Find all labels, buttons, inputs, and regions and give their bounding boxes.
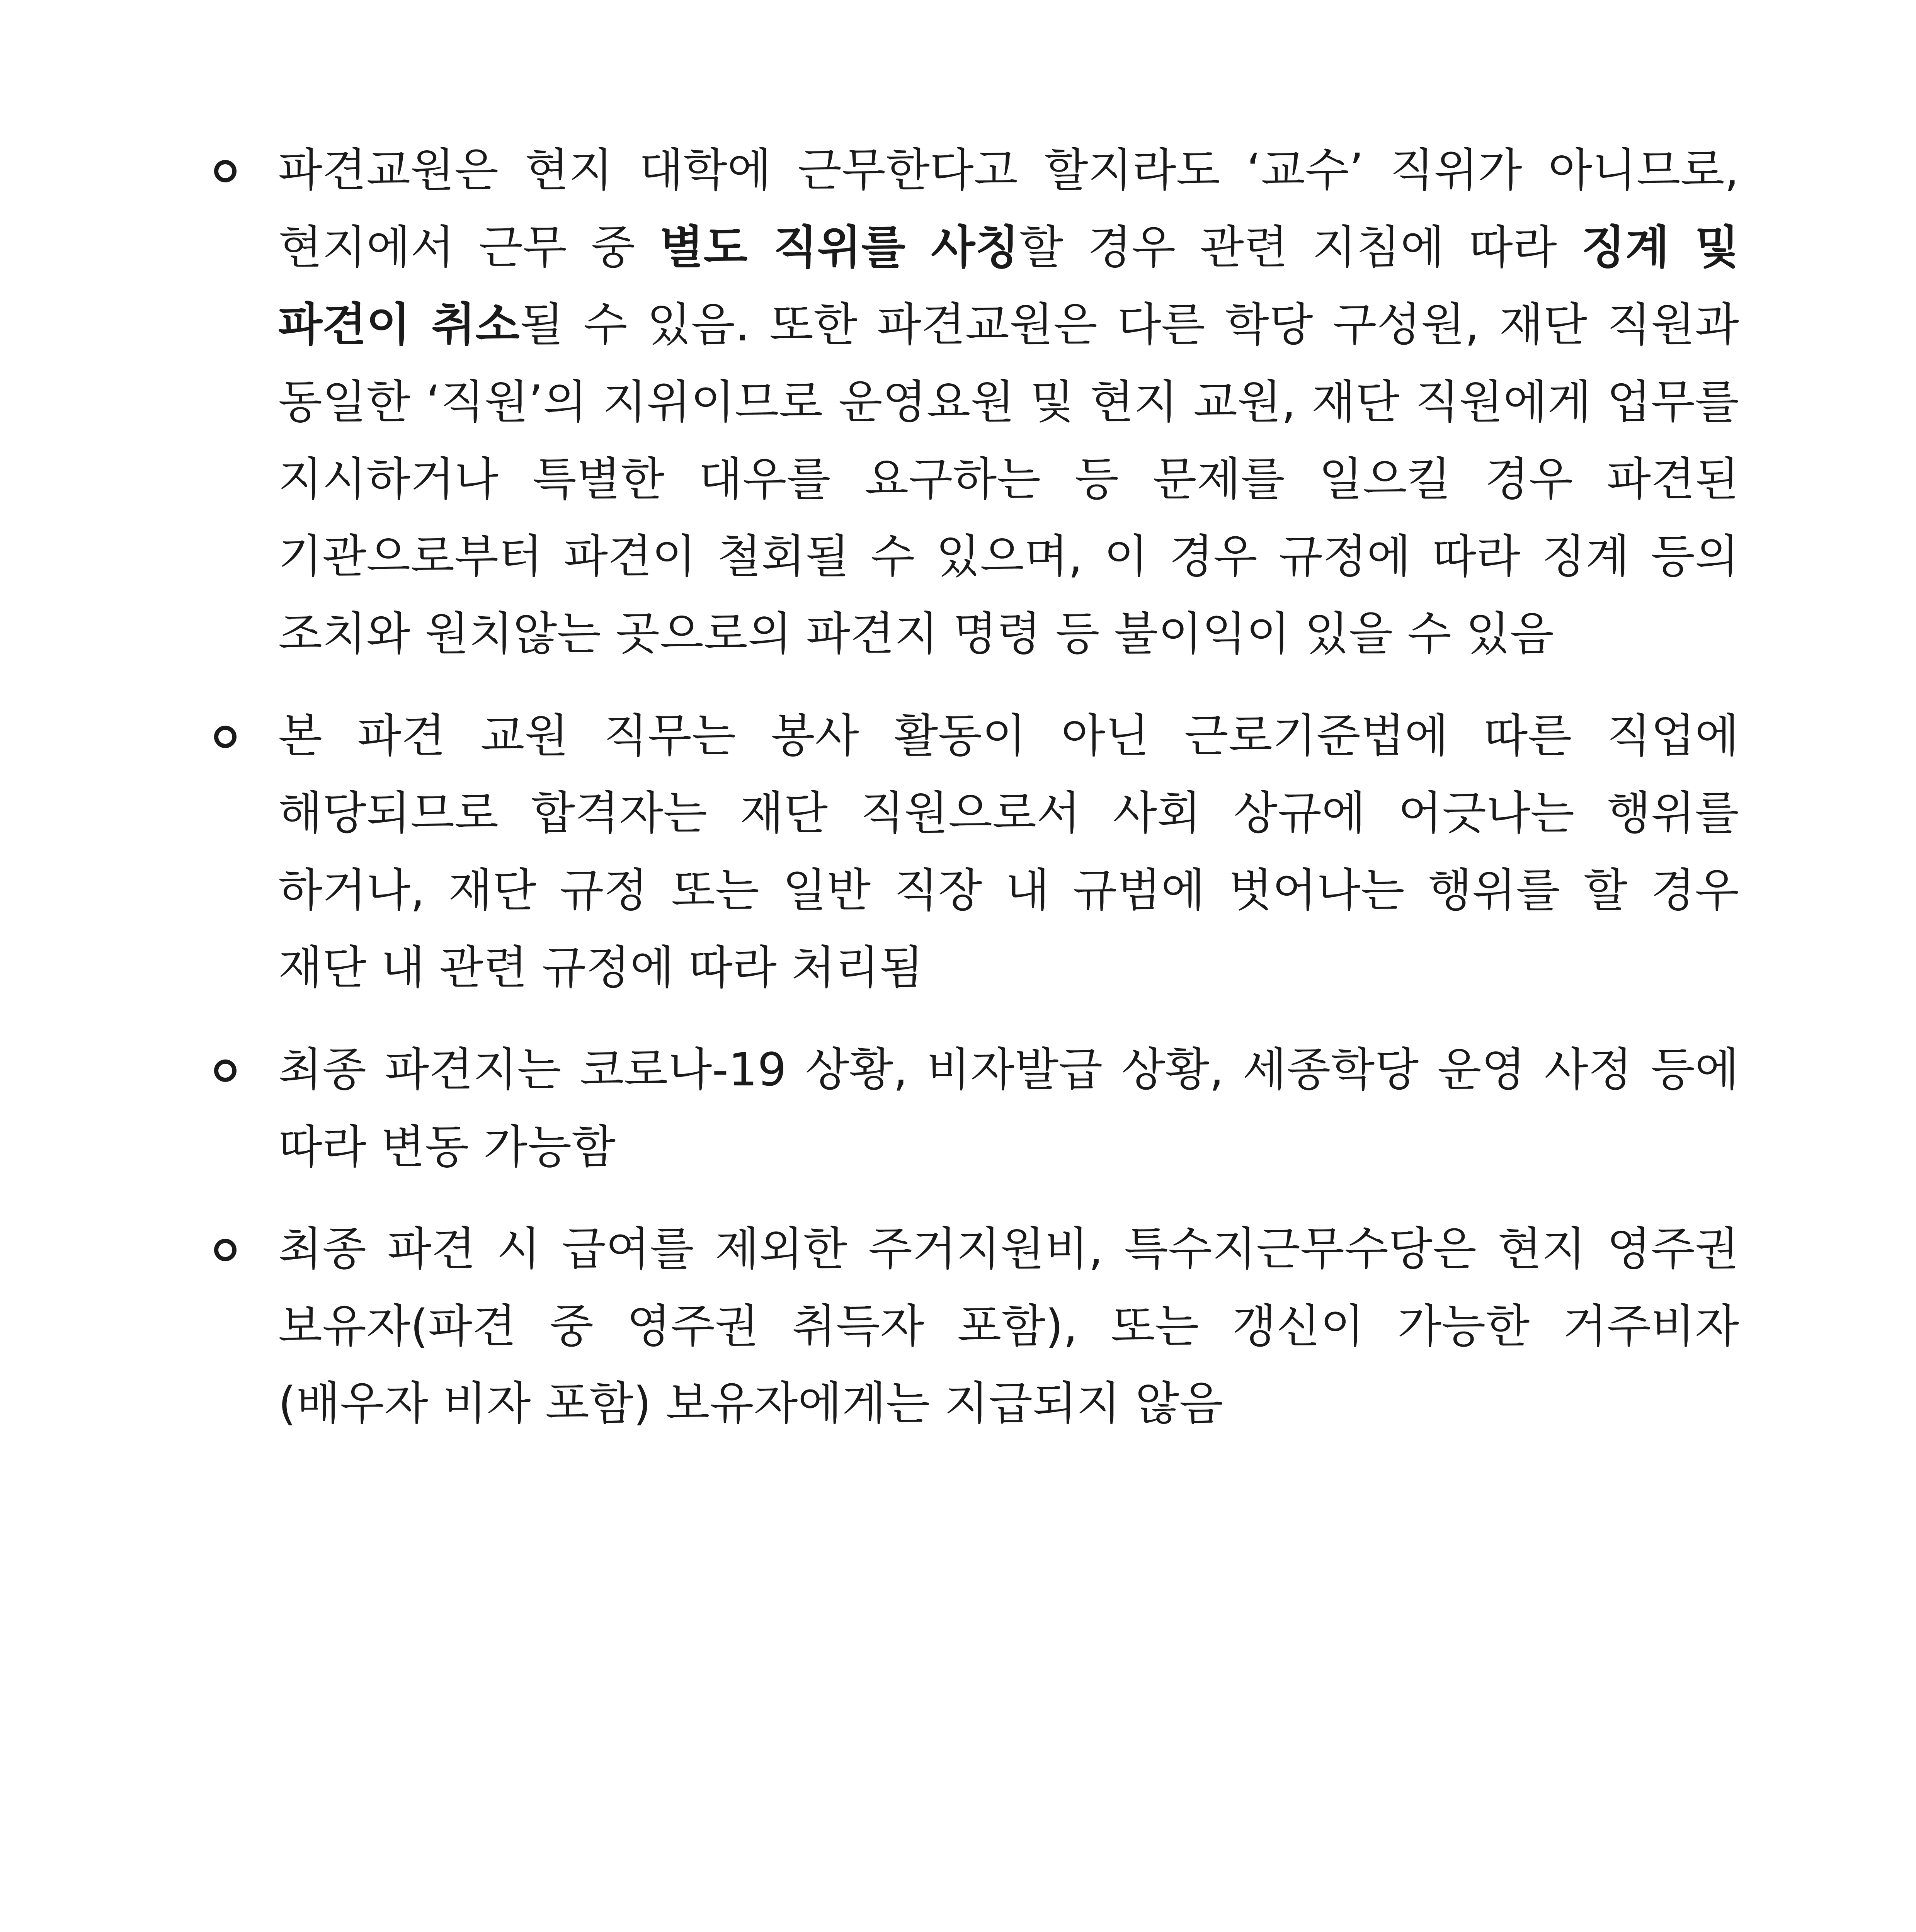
list-item-final-destination (209, 1031, 1739, 1185)
hollow-circle-bullet-icon (214, 1239, 237, 1261)
emphasis-text: 징계 및 파견이 취소 (278, 221, 1739, 351)
item-text: 파견교원은 현지 대학에 근무한다고 할지라도 ‘교수’ 직위가 아니므로, 현지에서 근무 중 (278, 143, 1739, 274)
item-text: 최종 파견지는 코로나-19 상황, 비자발급 상황, 세종학당 운영 사정 등에 따라 변동 가능함 (278, 1043, 1739, 1173)
hollow-circle-bullet-icon (214, 160, 237, 182)
hollow-circle-bullet-icon (214, 726, 237, 748)
notice-list (209, 131, 1739, 1468)
item-text: 할 경우 관련 지침에 따라 (1019, 221, 1581, 274)
list-item-allowance-exclusion (209, 1210, 1739, 1442)
list-item-teacher-status (209, 131, 1739, 672)
item-text: 될 수 있음. 또한 파견교원은 다른 학당 구성원, 재단 직원과 동일한 ‘직원’의 지위이므로 운영요원 및 현지 교원, 재단 직원에게 업무를 지시하거나 특별한 대우를 요구하는 등 문제를 일으킬 경우 파견된 기관으로부터 파견이 철회될 수 있으며, 이 경우 규정에 따라 징계 등의 조치와 원치않는 곳으로의 파견지 명령 등 불이익이 있을 수 있음 (278, 298, 1739, 660)
item-text: 본 파견 교원 직무는 봉사 활동이 아닌 근로기준법에 따른 직업에 해당되므로 합격자는 재단 직원으로서 사회 상규에 어긋나는 행위를 하거나, 재단 규정 또는 일반 직장 내 규범에 벗어나는 행위를 할 경우 재단 내 관련 규정에 따라 처리됨 (278, 709, 1739, 994)
emphasis-text: 별도 직위를 사칭 (659, 221, 1019, 274)
item-text: 최종 파견 시 급여를 제외한 주거지원비, 특수지근무수당은 현지 영주권 보유자(파견 중 영주권 취득자 포함), 또는 갱신이 가능한 거주비자(배우자 비자 포함) 보유자에게는 지급되지 않음 (278, 1222, 1739, 1430)
list-item-employment-status (209, 697, 1739, 1006)
hollow-circle-bullet-icon (214, 1060, 237, 1082)
